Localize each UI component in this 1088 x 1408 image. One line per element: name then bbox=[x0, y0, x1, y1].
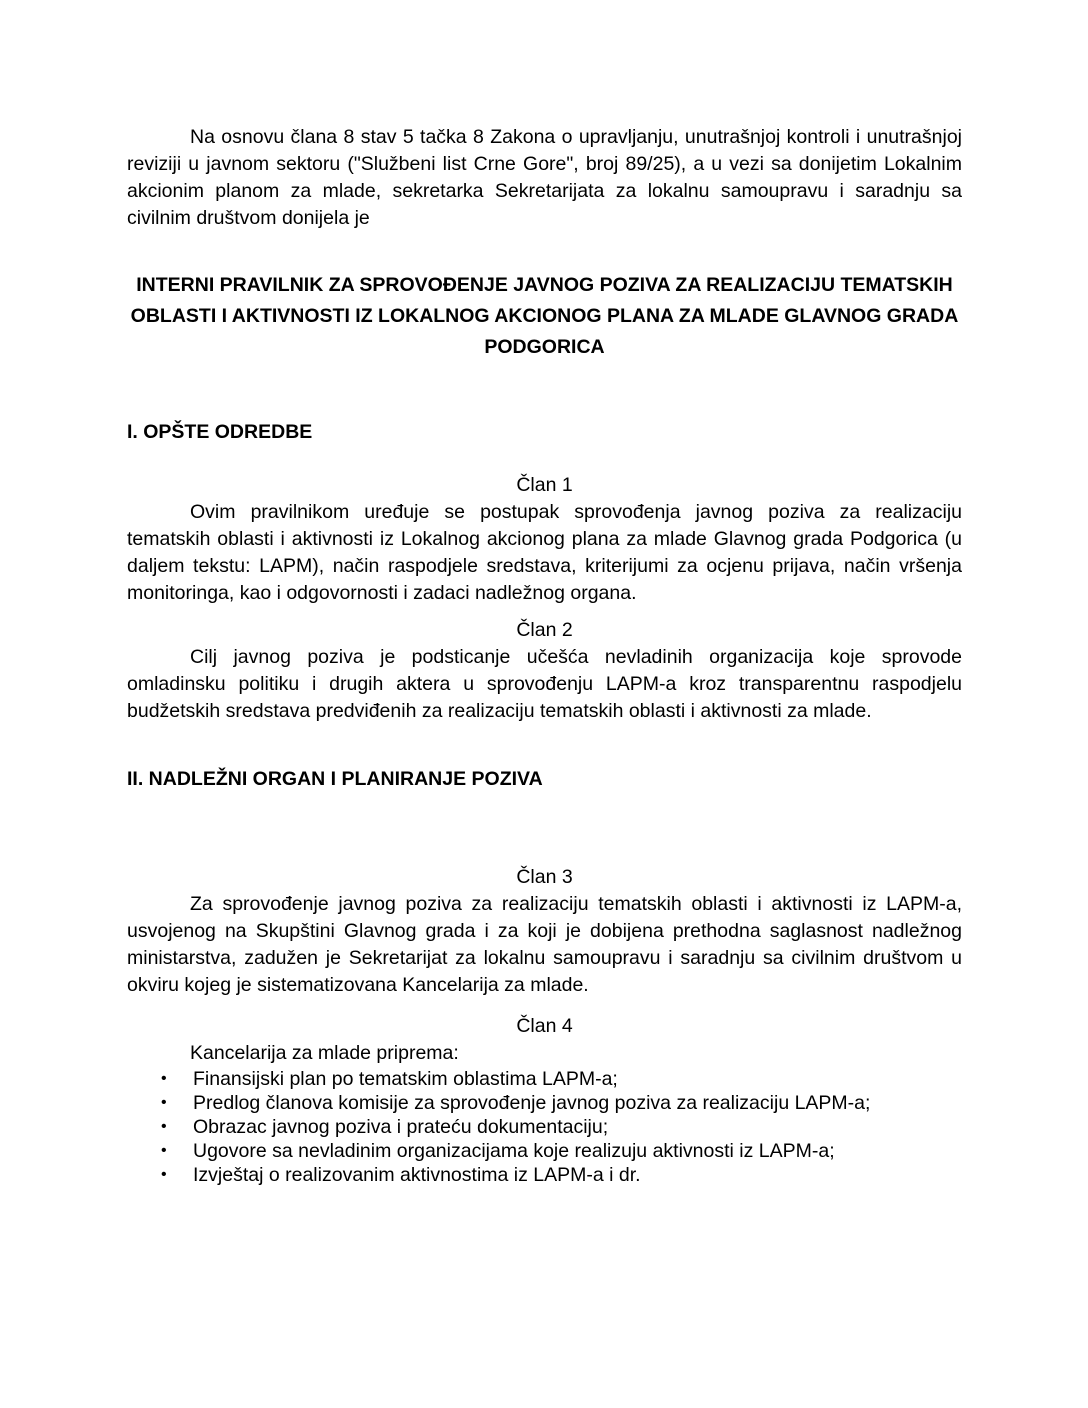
section-2-heading: II. NADLEŽNI ORGAN I PLANIRANJE POZIVA bbox=[127, 768, 543, 790]
list-item bbox=[161, 1067, 962, 1091]
list-item-text: Ugovore sa nevladinim organizacijama koje realizuju aktivnosti iz LAPM-a; bbox=[193, 1140, 835, 1162]
bullet-icon: • bbox=[161, 1094, 167, 1111]
clan-4-list-intro: Kancelarija za mlade priprema: bbox=[190, 1042, 459, 1064]
list-item-text: Finansijski plan po tematskim oblastima LAPM-a; bbox=[193, 1068, 618, 1090]
intro-paragraph: Na osnovu člana 8 stav 5 tačka 8 Zakona o upravljanju, unutrašnjoj kontroli i unutrašnjoj reviziji u javnom sektoru ("Službeni list Crne Gore", broj 89/25), a u vezi sa donijetim Lokalnim akcionim planom za mlade, sekretarka Sekretarijata za lokalnu samoupravu i saradnju sa civilnim društvom donijela je bbox=[127, 126, 962, 229]
list-item bbox=[161, 1163, 962, 1187]
bullet-icon: • bbox=[161, 1118, 167, 1135]
clan-3-heading: Član 3 bbox=[516, 866, 573, 888]
document-title: INTERNI PRAVILNIK ZA SPROVOĐENJE JAVNOG POZIVA ZA REALIZACIJU TEMATSKIH OBLASTI I AKTIVNOSTI IZ LOKALNOG AKCIONOG PLANA ZA MLADE GLAVNOG GRADA PODGORICA bbox=[130, 274, 959, 358]
list-item-text: Izvještaj o realizovanim aktivnostima iz LAPM-a i dr. bbox=[193, 1164, 641, 1186]
list-item bbox=[161, 1139, 962, 1163]
list-item bbox=[161, 1115, 962, 1139]
list-item bbox=[161, 1091, 962, 1115]
clan-1-paragraph: Ovim pravilnikom uređuje se postupak sprovođenja javnog poziva za realizaciju tematskih oblasti i aktivnosti iz Lokalnog akcionog plana za mlade Glavnog grada Podgorica (u daljem tekstu: LAPM), način raspodjele sredstava, kriterijumi za ocjenu prijava, način vršenja monitoringa, kao i odgovornosti i zadaci nadležnog organa. bbox=[127, 501, 962, 604]
clan-1-heading: Član 1 bbox=[516, 474, 573, 496]
clan-2-paragraph: Cilj javnog poziva je podsticanje učešća nevladinih organizacija koje sprovode omladinsku politiku i drugih aktera u sprovođenju LAPM-a kroz transparentnu raspodjelu budžetskih sredstava predviđenih za realizaciju tematskih oblasti i aktivnosti za mlade. bbox=[127, 646, 962, 722]
clan-4-heading: Član 4 bbox=[516, 1015, 573, 1037]
bullet-icon: • bbox=[161, 1142, 167, 1159]
list-item-text: Predlog članova komisije za sprovođenje javnog poziva za realizaciju LAPM-a; bbox=[193, 1092, 871, 1114]
clan-4-bullet-list bbox=[127, 1067, 962, 1187]
section-1-heading: I. OPŠTE ODREDBE bbox=[127, 421, 313, 443]
list-item-text: Obrazac javnog poziva i prateću dokumentaciju; bbox=[193, 1116, 609, 1138]
clan-3-paragraph: Za sprovođenje javnog poziva za realizaciju tematskih oblasti i aktivnosti iz LAPM-a, usvojenog na Skupštini Glavnog grada i za koji je dobijena prethodna saglasnost nadležnog ministarstva, zadužen je Sekretarijat za lokalnu samoupravu i saradnju sa civilnim društvom u okviru kojeg je sistematizovana Kancelarija za mlade. bbox=[127, 893, 962, 996]
bullet-icon: • bbox=[161, 1070, 167, 1087]
clan-2-heading: Član 2 bbox=[516, 619, 573, 641]
bullet-icon: • bbox=[161, 1166, 167, 1183]
